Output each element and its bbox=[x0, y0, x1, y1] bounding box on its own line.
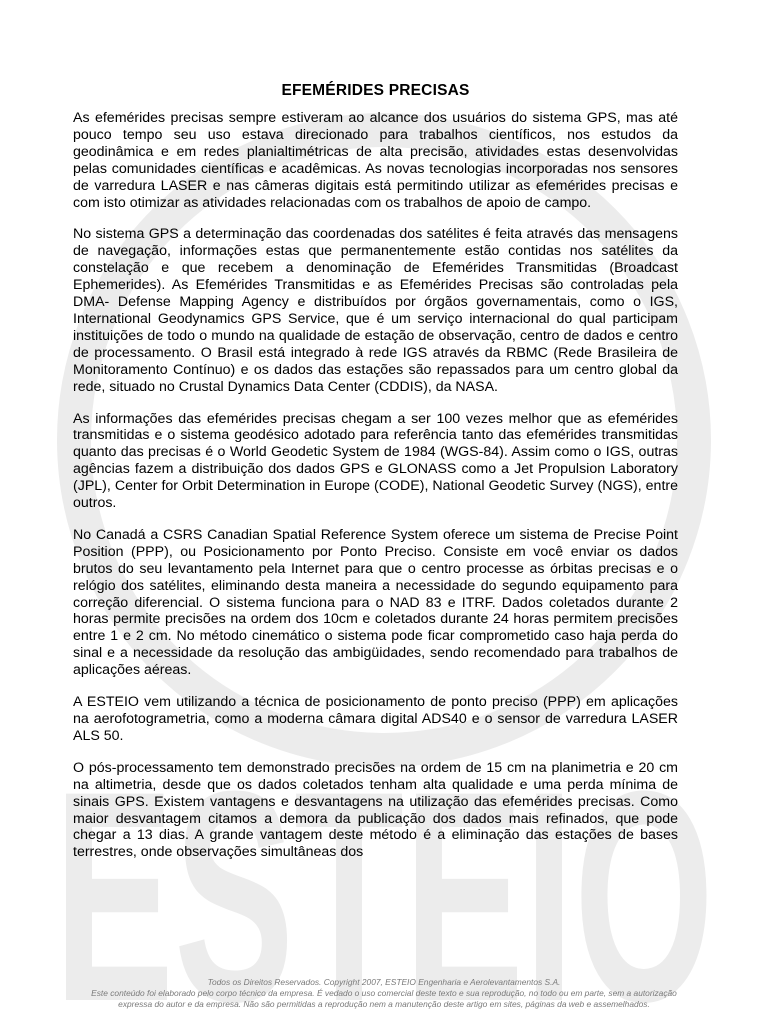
footer-copyright: Todos os Direitos Reservados. Copyright 2007, ESTEIO Engenharia e Aerolevantamentos S.A. bbox=[207, 977, 561, 987]
page-title: EFEMÉRIDES PRECISAS bbox=[281, 82, 470, 99]
paragraph-2: No sistema GPS a determinação das coordenadas dos satélites é feita através das mensagens de navegação, informações estas que permanentemente estão contidas nos satélites da constelação e que recebem a denominação de Efemérides Transmitidas (Broadcast Ephemerides). As Efemérides Transmitidas e as Efemérides Precisas são controladas pela DMA- Defense Mapping Agency e distribuídos por órgãos governamentais, como o IGS, International Geodynamics GPS Service, que é um serviço internacional do qual participam instituições de todo o mundo na qualidade de estação de observação, centro de dados e centro de processamento. O Brasil está integrado à rede IGS através da RBMC (Rede Brasileira de Monitoramento Contínuo) e os dados das estações são repassados para um centro global da rede, situado no Crustal Dynamics Data Center (CDDIS), da NASA. bbox=[73, 226, 678, 395]
paragraph-3: As informações das efemérides precisas chegam a ser 100 vezes melhor que as efemérides transmitidas e o sistema geodésico adotado para referência tanto das efemérides transmitidas quanto das precisas é o World Geodetic System de 1984 (WGS-84). Assim como o IGS, outras agências fazem a distribuição dos dados GPS e GLONASS como a Jet Propulsion Laboratory (JPL), Center for Orbit Determination in Europe (CODE), National Geodetic Survey (NGS), entre outros. bbox=[73, 410, 678, 512]
footer-notice-line-2: expressa do autor e da empresa. Não são permitidas a reprodução nem a manutenção deste artigo em sites, páginas da web e assemelhados. bbox=[118, 999, 650, 1009]
watermark-text: ESTEIO bbox=[54, 728, 714, 1024]
paragraph-5: A ESTEIO vem utilizando a técnica de posicionamento de ponto preciso (PPP) em aplicações na aerofotogrametria, como a moderna câmara digital ADS40 e o sensor de varredura LASER ALS 50. bbox=[73, 694, 678, 744]
paragraph-4: No Canadá a CSRS Canadian Spatial Reference System oferece um sistema de Precise Point Position (PPP), ou Posicionamento por Ponto Preciso. Consiste em você enviar os dados brutos do seu levantamento pela Internet para que o centro processe as órbitas precisas e o relógio dos satélites, eliminando desta maneira a necessidade do segundo equipamento para correção diferencial. O sistema funciona para o NAD 83 e ITRF. Dados coletados durante 2 horas permite precisões na ordem dos 10cm e coletados durante 24 horas permitem precisões entre 1 e 2 cm. No método cinemático o sistema pode ficar comprometido caso haja perda do sinal e a necessidade da resolução das ambigüidades, sendo recomendado para trabalhos de aplicações aéreas. bbox=[73, 526, 678, 679]
paragraph-6: O pós-processamento tem demonstrado precisões na ordem de 15 cm na planimetria e 20 cm na altimetria, desde que os dados coletados tenham alta qualidade e uma perda mínima de sinais GPS. Existem vantagens e desvantagens na utilização das efemérides precisas. Como maior desvantagem citamos a demora da publicação dos dados mais refinados, que pode chegar a 13 dias. A grande vantagem deste método é a eliminação das estações de bases terrestres, onde observações simultâneas dos bbox=[73, 759, 678, 861]
paragraph-1: As efemérides precisas sempre estiveram ao alcance dos usuários do sistema GPS, mas até pouco tempo seu uso estava direcionado para trabalhos científicos, nos estudos da geodinâmica e em redes planialtimétricas de alta precisão, atividades estas desenvolvidas pelas comunidades científicas e acadêmicas. As novas tecnologias incorporadas nos sensores de varredura LASER e nas câmeras digitais está permitindo utilizar as efemérides precisas e com isto otimizar as atividades relacionadas com os trabalhos de apoio de campo. bbox=[73, 110, 678, 211]
footer-notice-line-1: Este conteúdo foi elaborado pelo corpo técnico da empresa. É vedado o uso comercial deste texto e sua reprodução, no todo ou em parte, sem a autorização bbox=[91, 988, 677, 998]
page-footer bbox=[40, 977, 728, 1010]
document-body bbox=[73, 82, 678, 876]
